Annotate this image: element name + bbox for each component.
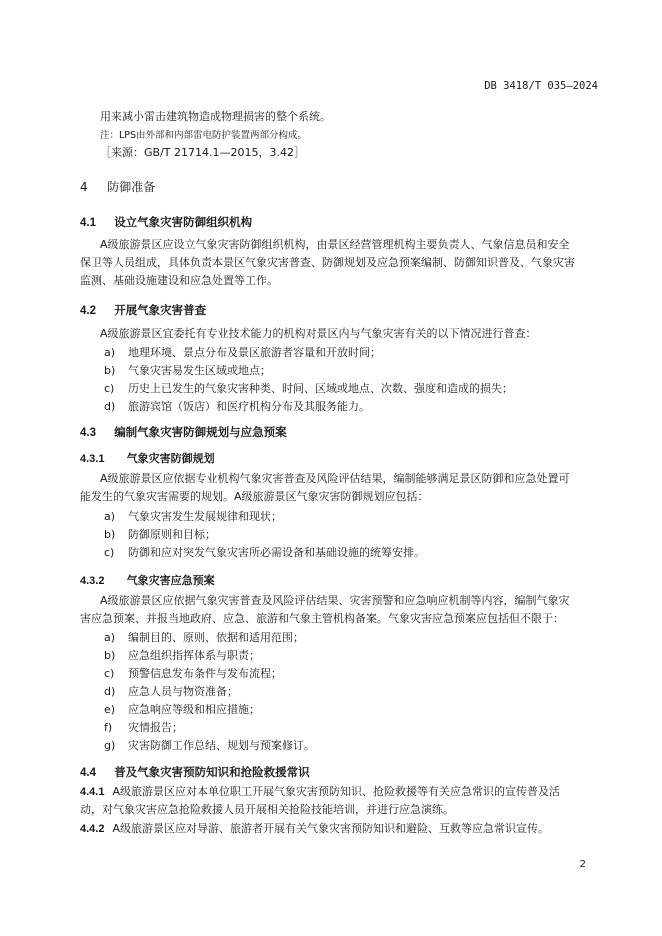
list-item bbox=[104, 683, 238, 699]
section-number: 4.4.1 bbox=[80, 786, 105, 798]
section-title: 普及气象灾害预防知识和抢险救援常识 bbox=[114, 765, 310, 779]
list-text: 旅游宾馆（饭店）和医疗机构分布及其服务能力。 bbox=[128, 400, 370, 413]
paragraph-line: A级旅游景区应对本单位职工开展气象灾害预防知识、抢险救援等有关应急常识的宣传普及活 bbox=[112, 785, 560, 798]
paragraph-line: A级旅游景区应依据气象灾害普查及风险评估结果、灾害预警和应急响应机制等内容，编制气象灾 bbox=[100, 594, 570, 607]
list-item bbox=[104, 398, 370, 414]
list-text: 灾害防御工作总结、规划与预案修订。 bbox=[128, 739, 315, 752]
list-text: 气象灾害易发生区域或地点； bbox=[128, 364, 271, 377]
intro-line: 用来减小雷击建筑物造成物理损害的整个系统。 bbox=[100, 110, 331, 123]
list-text: 应急响应等级和相应措施； bbox=[128, 703, 260, 716]
section-number: 4.3 bbox=[80, 427, 96, 439]
list-text: 应急人员与物资准备； bbox=[128, 685, 238, 698]
list-item bbox=[104, 508, 282, 524]
list-item bbox=[104, 701, 260, 717]
section-4-3-2-heading bbox=[80, 569, 215, 588]
section-4-4-heading bbox=[80, 761, 310, 780]
list-label: e) bbox=[104, 703, 116, 716]
list-label: c) bbox=[104, 382, 115, 395]
list-label: a) bbox=[104, 346, 116, 359]
section-number: 4.2 bbox=[80, 305, 96, 317]
list-item bbox=[104, 544, 425, 560]
paragraph-line: A级旅游景区应设立气象灾害防御组织机构，由景区经营管理机构主要负责人、气象信息员和安全 bbox=[100, 238, 570, 251]
paragraph-line: 动，对气象灾害应急抢险救援人员开展相关抢险技能培训，并进行应急演练。 bbox=[80, 803, 454, 816]
section-number: 4.4.2 bbox=[80, 823, 105, 835]
paragraph-line: 监测、基础设施建设和应急处置等工作。 bbox=[80, 274, 278, 287]
list-text: 预警信息发布条件与发布流程； bbox=[128, 667, 282, 680]
section-4-3-1-paragraph bbox=[80, 470, 600, 506]
section-4-2-intro: A级旅游景区宜委托有专业技术能力的机构对景区内与气象灾害有关的以下情况进行普查： bbox=[100, 327, 537, 340]
list-text: 防御和应对突发气象灾害所必需设备和基础设施的统筹安排。 bbox=[128, 546, 425, 559]
document-code: DB 3418/T 035—2024 bbox=[484, 80, 598, 92]
list-item bbox=[104, 380, 513, 396]
list-item bbox=[104, 526, 216, 542]
section-title: 气象灾害防御规划 bbox=[126, 452, 215, 465]
section-4-1-paragraph bbox=[80, 236, 600, 290]
list-label: b) bbox=[104, 364, 116, 377]
list-label: g) bbox=[104, 739, 116, 752]
section-4-heading bbox=[80, 178, 155, 195]
section-number: 4.4 bbox=[80, 767, 96, 779]
list-item bbox=[104, 719, 183, 735]
section-title: 气象灾害应急预案 bbox=[126, 574, 215, 587]
list-item bbox=[104, 665, 282, 681]
section-4-3-heading bbox=[80, 421, 287, 440]
list-item bbox=[104, 362, 271, 378]
section-number: 4 bbox=[80, 180, 88, 194]
list-text: 气象灾害发生发展规律和现状； bbox=[128, 510, 282, 523]
paragraph-line: A级旅游景区应依据专业机构气象灾害普查及风险评估结果，编制能够满足景区防御和应急处置可 bbox=[100, 472, 570, 485]
section-4-3-1-heading bbox=[80, 447, 215, 466]
list-label: a) bbox=[104, 510, 116, 523]
list-item bbox=[104, 629, 304, 645]
list-label: b) bbox=[104, 649, 116, 662]
paragraph-line: 害应急预案、并报当地政府、应急、旅游和气象主管机构备案。气象灾害应急预案应包括但不限于： bbox=[80, 612, 564, 625]
list-label: d) bbox=[104, 685, 116, 698]
section-number: 4.1 bbox=[80, 217, 96, 229]
list-item bbox=[104, 647, 260, 663]
paragraph-line: A级旅游景区应对导游、旅游者开展有关气象灾害预防知识和避险、互救等应急常识宣传。 bbox=[112, 822, 549, 835]
section-4-3-2-paragraph bbox=[80, 592, 600, 628]
section-title: 设立气象灾害防御组织机构 bbox=[114, 215, 253, 229]
section-title: 防御准备 bbox=[107, 180, 156, 194]
intro-note: 注：LPS由外部和内部雷电防护装置两部分构成。 bbox=[100, 130, 308, 141]
section-number: 4.3.1 bbox=[80, 453, 105, 465]
list-label: c) bbox=[104, 546, 115, 559]
list-label: d) bbox=[104, 400, 116, 413]
list-text: 应急组织指挥体系与职责； bbox=[128, 649, 260, 662]
list-text: 地理环境、景点分布及景区旅游者容量和开放时间； bbox=[128, 346, 381, 359]
section-number: 4.3.2 bbox=[80, 575, 105, 587]
list-label: c) bbox=[104, 667, 115, 680]
list-text: 历史上已发生的气象灾害种类、时间、区域或地点、次数、强度和造成的损失； bbox=[128, 382, 513, 395]
intro-source: ［来源：GB/T 21714.1—2015，3.42］ bbox=[100, 146, 305, 159]
paragraph-line: 能发生的气象灾害需要的规划。A级旅游景区气象灾害防御规划应包括： bbox=[80, 490, 429, 503]
section-4-4-2-paragraph bbox=[80, 820, 549, 836]
list-item bbox=[104, 344, 381, 360]
list-item bbox=[104, 737, 315, 753]
section-title: 编制气象灾害防御规划与应急预案 bbox=[114, 425, 287, 439]
list-text: 灾情报告； bbox=[128, 721, 183, 734]
paragraph-line: 保卫等人员组成，具体负责本景区气象灾害普查、防御规划及应急预案编制、防御知识普及、气象灾害 bbox=[80, 256, 575, 269]
page-number: 2 bbox=[579, 859, 586, 870]
section-title: 开展气象灾害普查 bbox=[114, 303, 207, 317]
section-4-1-heading bbox=[80, 211, 252, 230]
list-label: a) bbox=[104, 631, 116, 644]
list-label: f) bbox=[104, 721, 113, 734]
section-4-4-1-paragraph bbox=[80, 783, 600, 819]
list-text: 防御原则和目标； bbox=[128, 528, 216, 541]
list-label: b) bbox=[104, 528, 116, 541]
list-text: 编制目的、原则、依据和适用范围； bbox=[128, 631, 304, 644]
section-4-2-heading bbox=[80, 299, 206, 318]
